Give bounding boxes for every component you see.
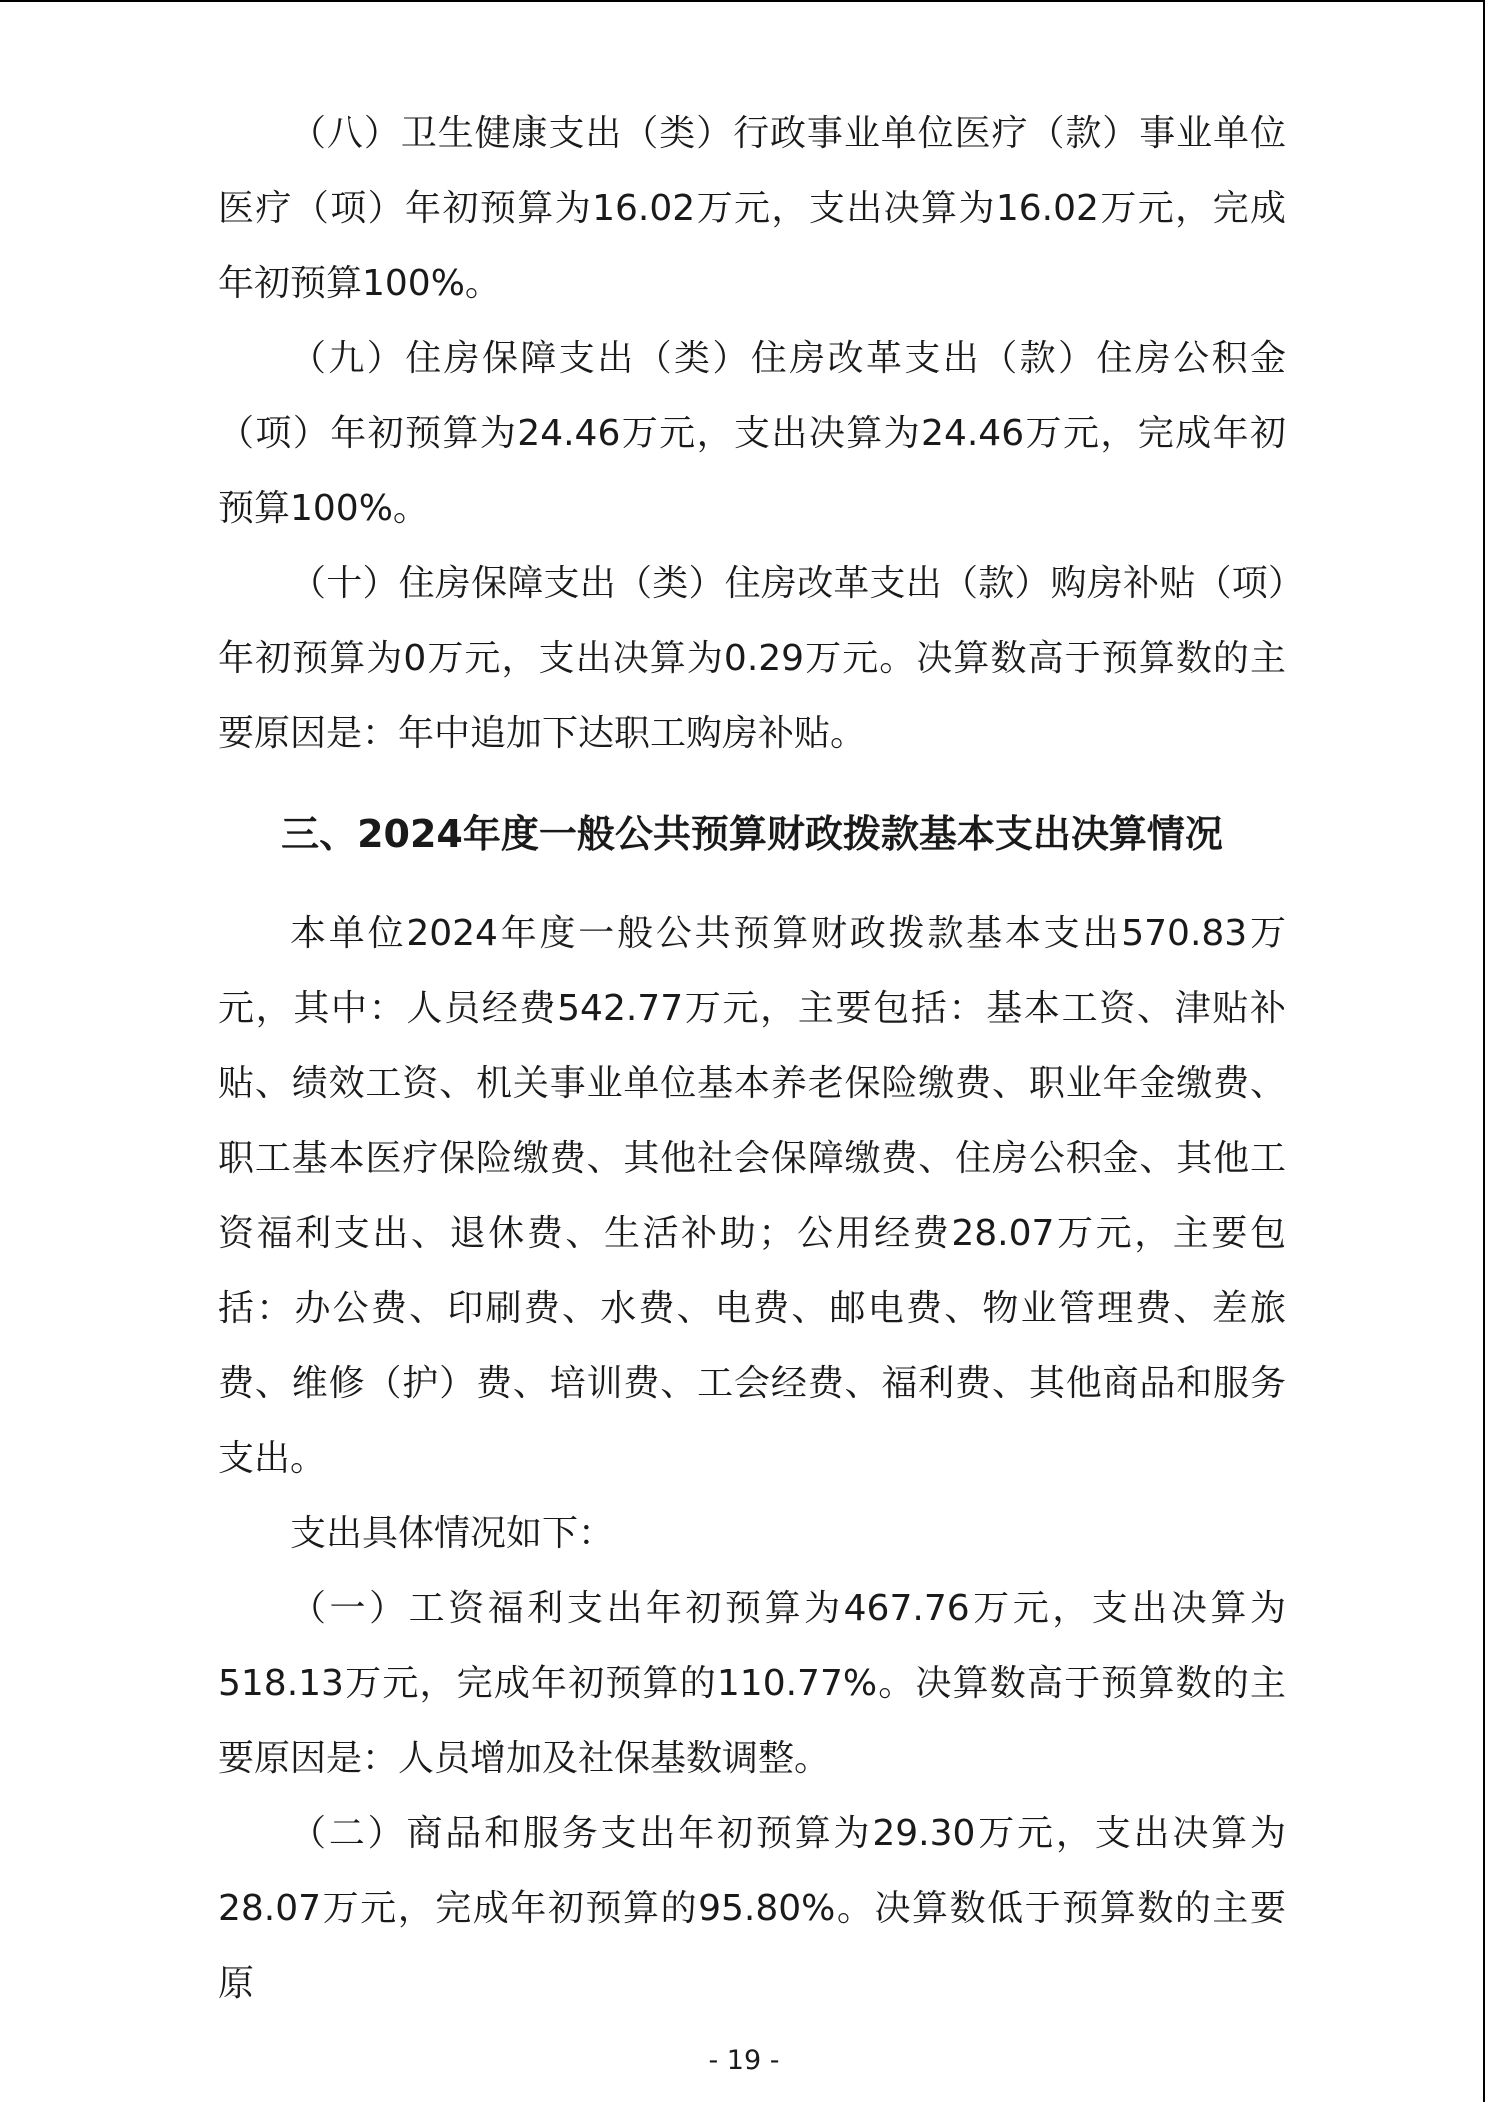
- paragraph-housing-subsidy: （十）住房保障支出（类）住房改革支出（款）购房补贴（项）年初预算为0万元，支出决算为0.29万元。决算数高于预算数的主要原因是：年中追加下达职工购房补贴。: [218, 563, 1286, 754]
- paragraph-details-intro: 支出具体情况如下：: [290, 1513, 615, 1554]
- paragraph-health-expenditure: （八）卫生健康支出（类）行政事业单位医疗（款）事业单位医疗（项）年初预算为16.02万元，支出决算为16.02万元，完成年初预算100%。: [218, 113, 1286, 304]
- paragraph-goods-services: （二）商品和服务支出年初预算为29.30万元，支出决算为28.07万元，完成年初预算的95.80%。决算数低于预算数的主要原: [218, 1813, 1286, 2004]
- paragraph-basic-expenditure-summary: 本单位2024年度一般公共预算财政拨款基本支出570.83万元，其中：人员经费542.77万元，主要包括：基本工资、津贴补贴、绩效工资、机关事业单位基本养老保险缴费、职业年金缴费、职工基本医疗保险缴费、其他社会保障缴费、住房公积金、其他工资福利支出、退休费、生活补助；公用经费28.07万元，主要包括：办公费、印刷费、水费、电费、邮电费、物业管理费、差旅费、维修（护）费、培训费、工会经费、福利费、其他商品和服务支出。: [218, 913, 1286, 1479]
- section-heading: 三、2024年度一般公共预算财政拨款基本支出决算情况: [281, 812, 1223, 856]
- paragraph-housing-fund: （九）住房保障支出（类）住房改革支出（款）住房公积金（项）年初预算为24.46万元，支出决算为24.46万元，完成年初预算100%。: [218, 338, 1286, 529]
- page-number: - 19 -: [708, 2045, 780, 2076]
- document-body: [218, 96, 1286, 2021]
- paragraph-wage-welfare: （一）工资福利支出年初预算为467.76万元，支出决算为518.13万元，完成年初预算的110.77%。决算数高于预算数的主要原因是：人员增加及社保基数调整。: [218, 1588, 1286, 1779]
